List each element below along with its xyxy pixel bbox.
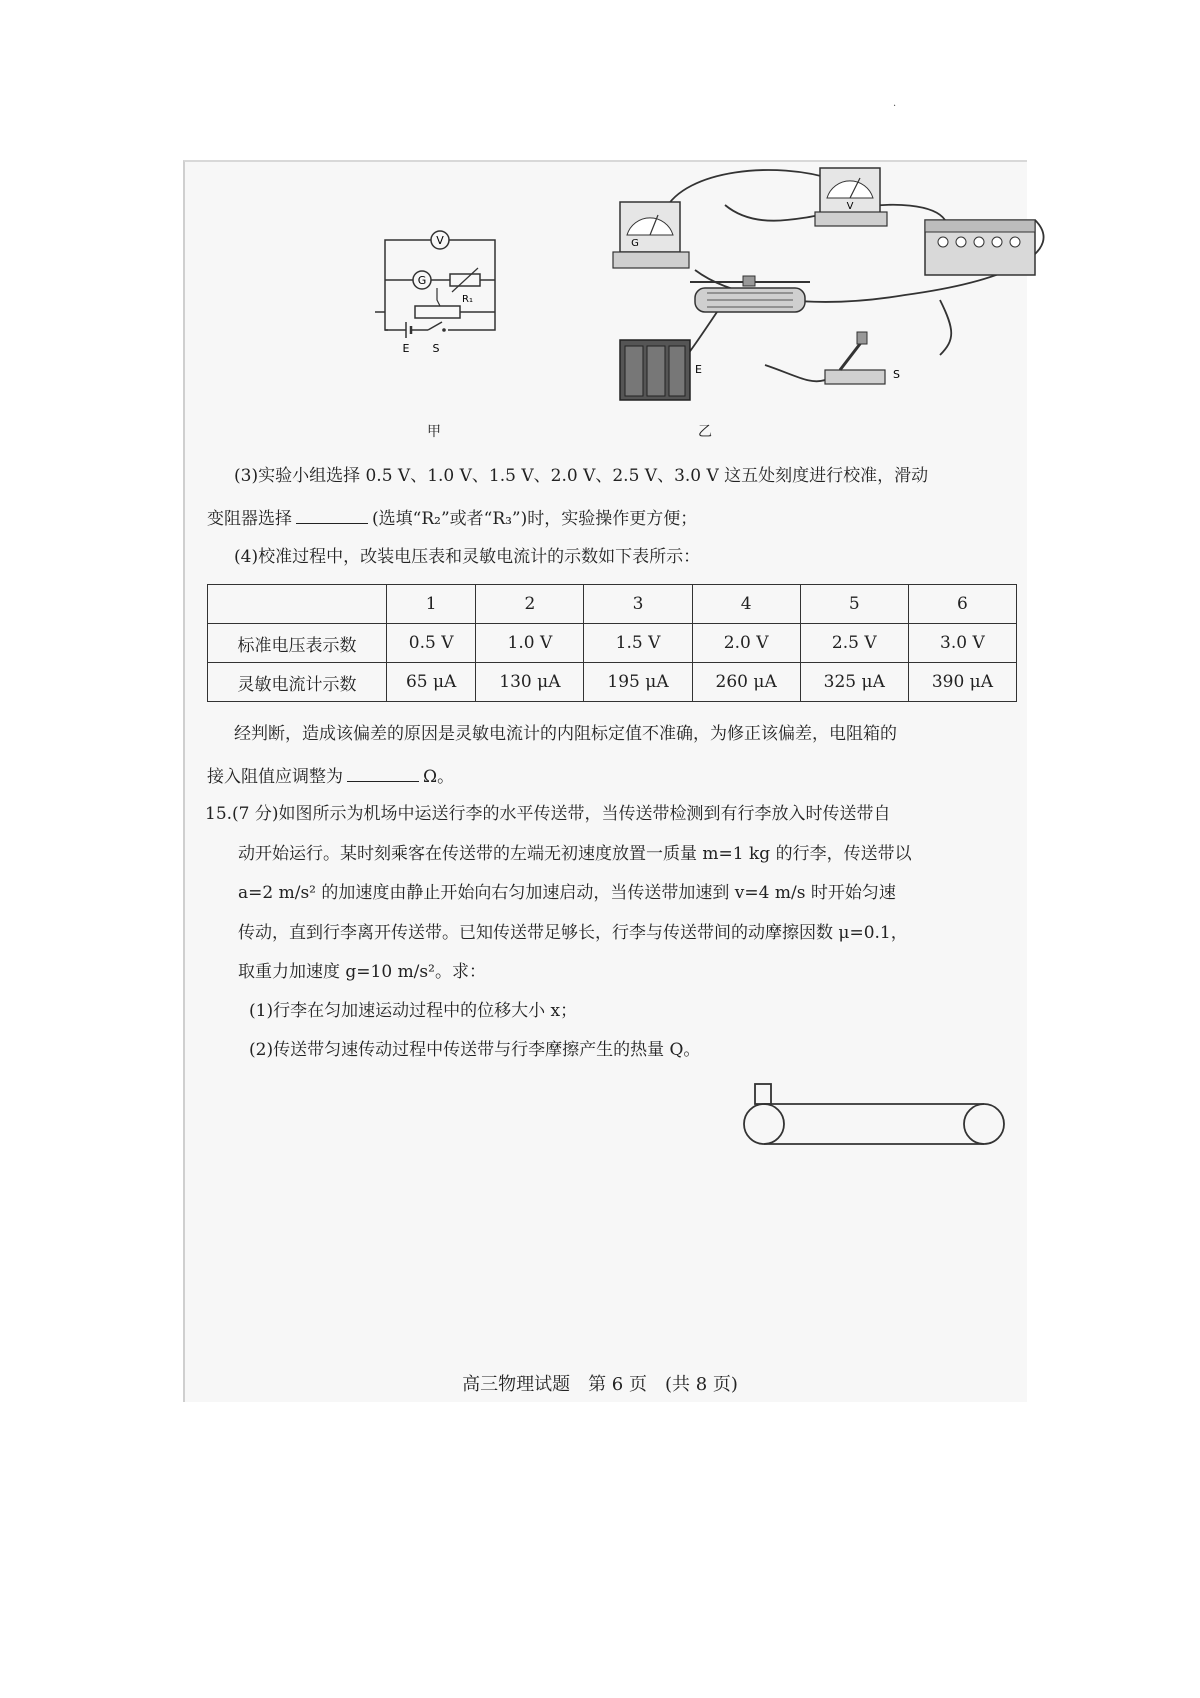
- battery-device: [620, 340, 702, 400]
- rheostat-device: [690, 276, 810, 312]
- svg-text:G: G: [417, 274, 427, 287]
- q14-conclusion-line1: 经判断，造成该偏差的原因是灵敏电流计的内阻标定值不准确，为修正该偏差，电阻箱的: [234, 724, 897, 744]
- table-cell: 2.5 V: [800, 624, 908, 663]
- table-header-cell: 3: [584, 585, 692, 624]
- q15-line2: 动开始运行。某时刻乘客在传送带的左端无初速度放置一质量 m=1 kg 的行李，传送带以: [238, 844, 912, 864]
- q15-line4: 传动，直到行李离开传送带。已知传送带足够长，行李与传送带间的动摩擦因数 μ=0.1，: [238, 923, 908, 943]
- conveyor-belt-figure: [740, 1082, 1010, 1150]
- table-row: [208, 663, 1017, 702]
- figure-circuit-schematic: [370, 222, 510, 372]
- table-cell: 2.0 V: [692, 624, 800, 663]
- svg-text:G: G: [631, 238, 639, 249]
- table-header-cell: 2: [476, 585, 584, 624]
- table-corner-cell: [208, 585, 387, 624]
- right-roller: [964, 1104, 1004, 1144]
- svg-text:S: S: [432, 342, 440, 355]
- q14-part4-intro: (4)校准过程中，改装电压表和灵敏电流计的示数如下表所示：: [234, 547, 701, 567]
- q14-part3-line2: 变阻器选择 (选填“R₂”或者“R₃”)时，实验操作更方便；: [207, 509, 698, 529]
- page-footer: 高三物理试题 第 6 页 (共 8 页): [462, 1374, 738, 1395]
- figure-left-caption: 甲: [427, 424, 441, 440]
- q14-part3-line1: (3)实验小组选择 0.5 V、1.0 V、1.5 V、2.0 V、2.5 V、3.0 V 这五处刻度进行校准，滑动: [234, 466, 929, 486]
- svg-text:V: V: [436, 234, 444, 247]
- table-cell: 130 μA: [476, 663, 584, 702]
- figure-right-caption: 乙: [698, 424, 712, 440]
- table-cell: 0.5 V: [387, 624, 476, 663]
- answer-blank[interactable]: [347, 767, 419, 782]
- table-header-row: [208, 585, 1017, 624]
- table-row-label: 标准电压表示数: [208, 624, 387, 663]
- voltmeter-device: [815, 168, 887, 226]
- corner-mark: ·: [893, 101, 897, 112]
- q15-line5: 取重力加速度 g=10 m/s²。求：: [238, 962, 486, 982]
- rheostat-symbol: [415, 306, 460, 318]
- answer-blank[interactable]: [296, 509, 368, 524]
- q15-line3: a=2 m/s² 的加速度由静止开始向右匀加速启动，当传送带加速到 v=4 m/s 时开始匀速: [238, 883, 896, 903]
- q14-conclusion-line2: 接入阻值应调整为 Ω。: [207, 767, 455, 787]
- svg-text:S: S: [893, 368, 900, 381]
- table-row: [208, 624, 1017, 663]
- q15-line1: 15.(7 分)如图所示为机场中运送行李的水平传送带，当传送带检测到有行李放入时传送带自: [205, 804, 891, 824]
- table-row-label: 灵敏电流计示数: [208, 663, 387, 702]
- galvanometer-device: [613, 202, 689, 268]
- table-cell: 65 μA: [387, 663, 476, 702]
- calibration-table: [207, 584, 1017, 702]
- svg-text:E: E: [695, 363, 702, 376]
- table-header-cell: 6: [908, 585, 1016, 624]
- table-header-cell: 1: [387, 585, 476, 624]
- table-cell: 195 μA: [584, 663, 692, 702]
- table-header-cell: 4: [692, 585, 800, 624]
- svg-text:V: V: [846, 201, 854, 212]
- luggage-box: [755, 1084, 771, 1104]
- q15-sub2: (2)传送带匀速传动过程中传送带与行李摩擦产生的热量 Q。: [249, 1040, 701, 1060]
- table-cell: 260 μA: [692, 663, 800, 702]
- table-header-cell: 5: [800, 585, 908, 624]
- table-cell: 1.5 V: [584, 624, 692, 663]
- table-cell: 1.0 V: [476, 624, 584, 663]
- resistance-box-device: [925, 220, 1035, 275]
- svg-text:R₁: R₁: [462, 294, 473, 305]
- svg-text:E: E: [402, 342, 410, 355]
- left-roller: [744, 1104, 784, 1144]
- table-cell: 3.0 V: [908, 624, 1016, 663]
- figure-apparatus: [595, 160, 1065, 430]
- switch-device: [825, 332, 900, 384]
- q15-sub1: (1)行李在匀加速运动过程中的位移大小 x；: [249, 1001, 578, 1021]
- table-cell: 390 μA: [908, 663, 1016, 702]
- table-cell: 325 μA: [800, 663, 908, 702]
